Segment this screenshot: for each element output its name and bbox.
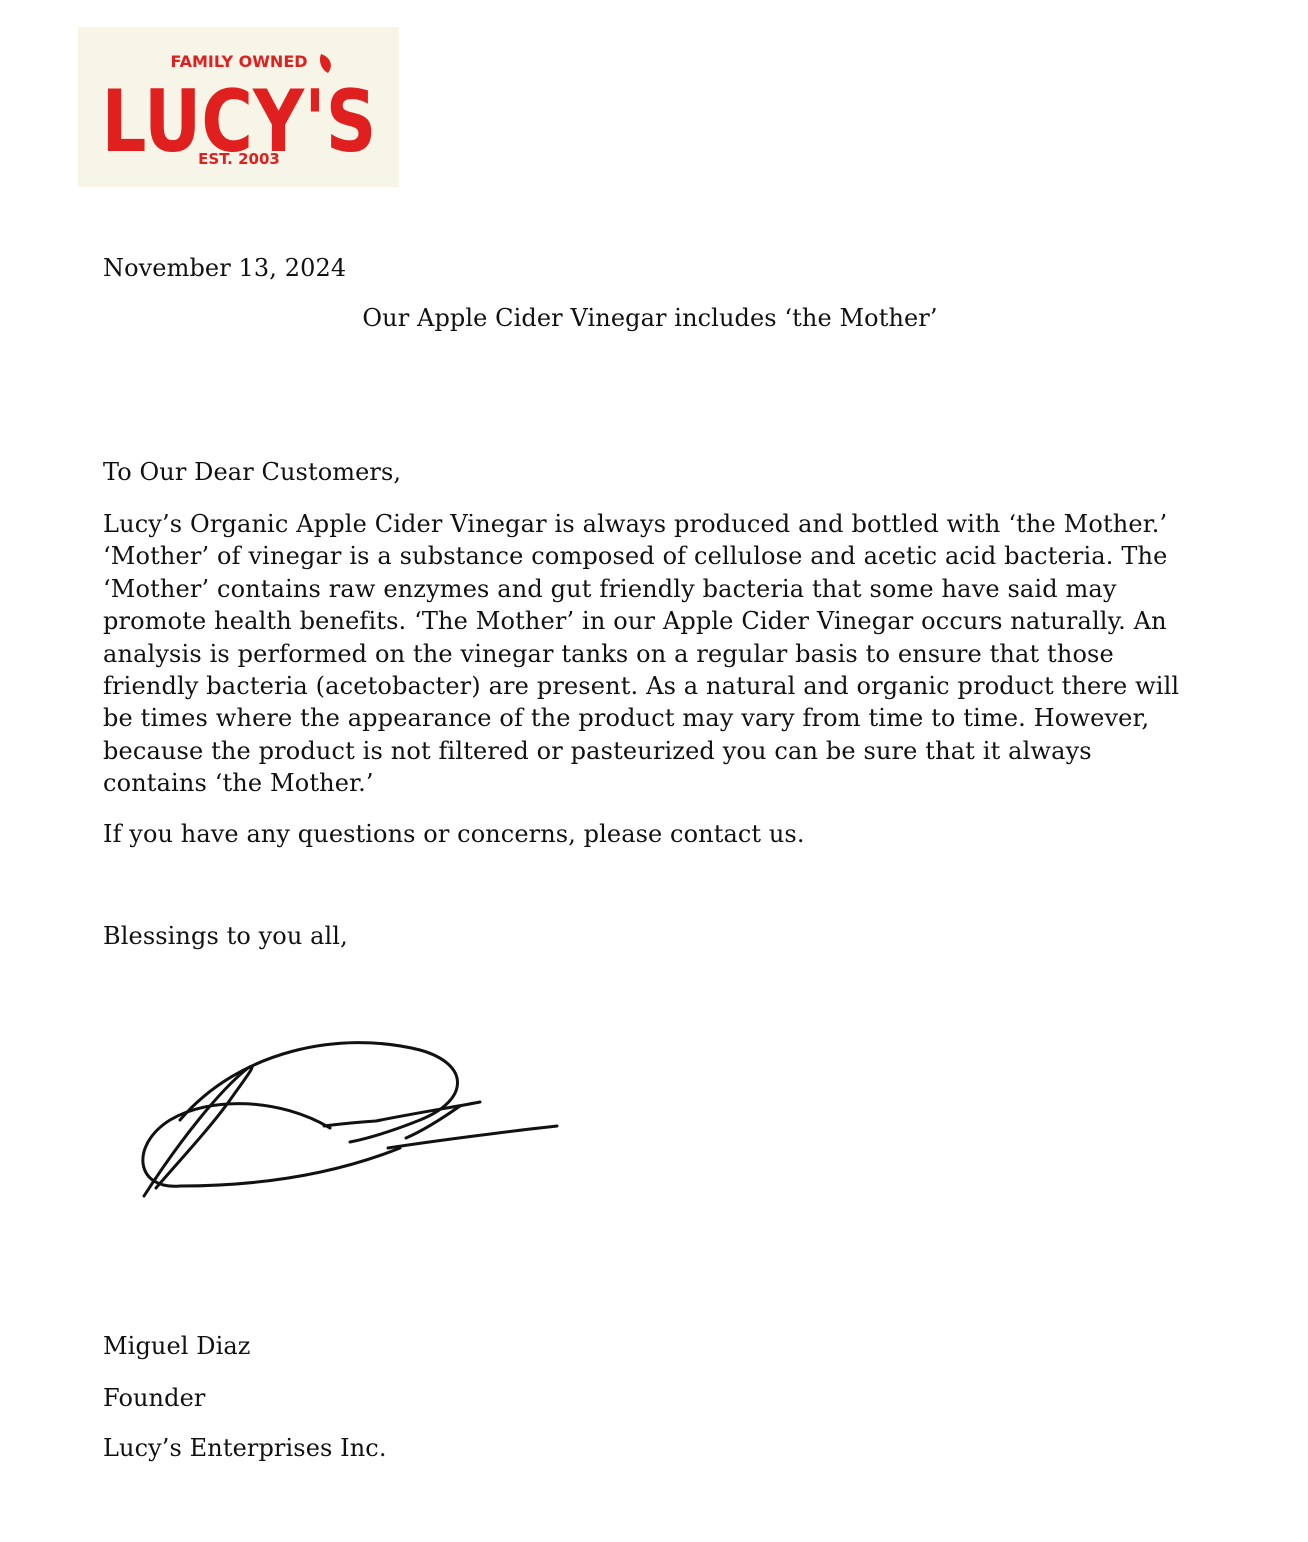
- body-line: ‘Mother’ of vinegar is a substance composed of cellulose and acetic acid bacteria. The: [103, 542, 1168, 571]
- body-line: friendly bacteria (acetobacter) are present. As a natural and organic product there will: [103, 672, 1180, 701]
- body-line: analysis is performed on the vinegar tanks on a regular basis to ensure that those: [103, 639, 1114, 668]
- logo-graphic: [78, 27, 399, 187]
- letter-closing-question: If you have any questions or concerns, please contact us.: [103, 820, 805, 848]
- letter-date: November 13, 2024: [103, 254, 347, 282]
- signer-title: Founder: [103, 1384, 206, 1412]
- signer-name: Miguel Diaz: [103, 1332, 251, 1360]
- body-line: ‘Mother’ contains raw enzymes and gut friendly bacteria that some have said may: [103, 574, 1117, 603]
- letter-body: [103, 508, 1213, 800]
- leaf-icon: [320, 54, 331, 73]
- body-line: be times where the appearance of the product may vary from time to time. However,: [103, 704, 1150, 733]
- body-line: Lucy’s Organic Apple Cider Vinegar is always produced and bottled with ‘the Mother.’: [103, 510, 1168, 538]
- letter-salutation: To Our Dear Customers,: [103, 458, 402, 486]
- logo-tagline-top: FAMILY OWNED: [170, 52, 308, 71]
- body-line: because the product is not filtered or pasteurized you can be sure that it always: [103, 736, 1092, 765]
- body-line: contains ‘the Mother.’: [103, 769, 374, 798]
- company-name: Lucy’s Enterprises Inc.: [103, 1434, 387, 1462]
- letter-closing: Blessings to you all,: [103, 922, 348, 950]
- letter-subject: Our Apple Cider Vinegar includes ‘the Mother’: [362, 304, 938, 332]
- logo-brand: LUCY'S: [101, 72, 377, 172]
- body-line: promote health benefits. ‘The Mother’ in our Apple Cider Vinegar occurs naturally. An: [103, 607, 1167, 636]
- logo-tagline-bottom: EST. 2003: [198, 150, 280, 168]
- company-logo: [78, 27, 399, 187]
- handwritten-signature: [120, 1020, 580, 1220]
